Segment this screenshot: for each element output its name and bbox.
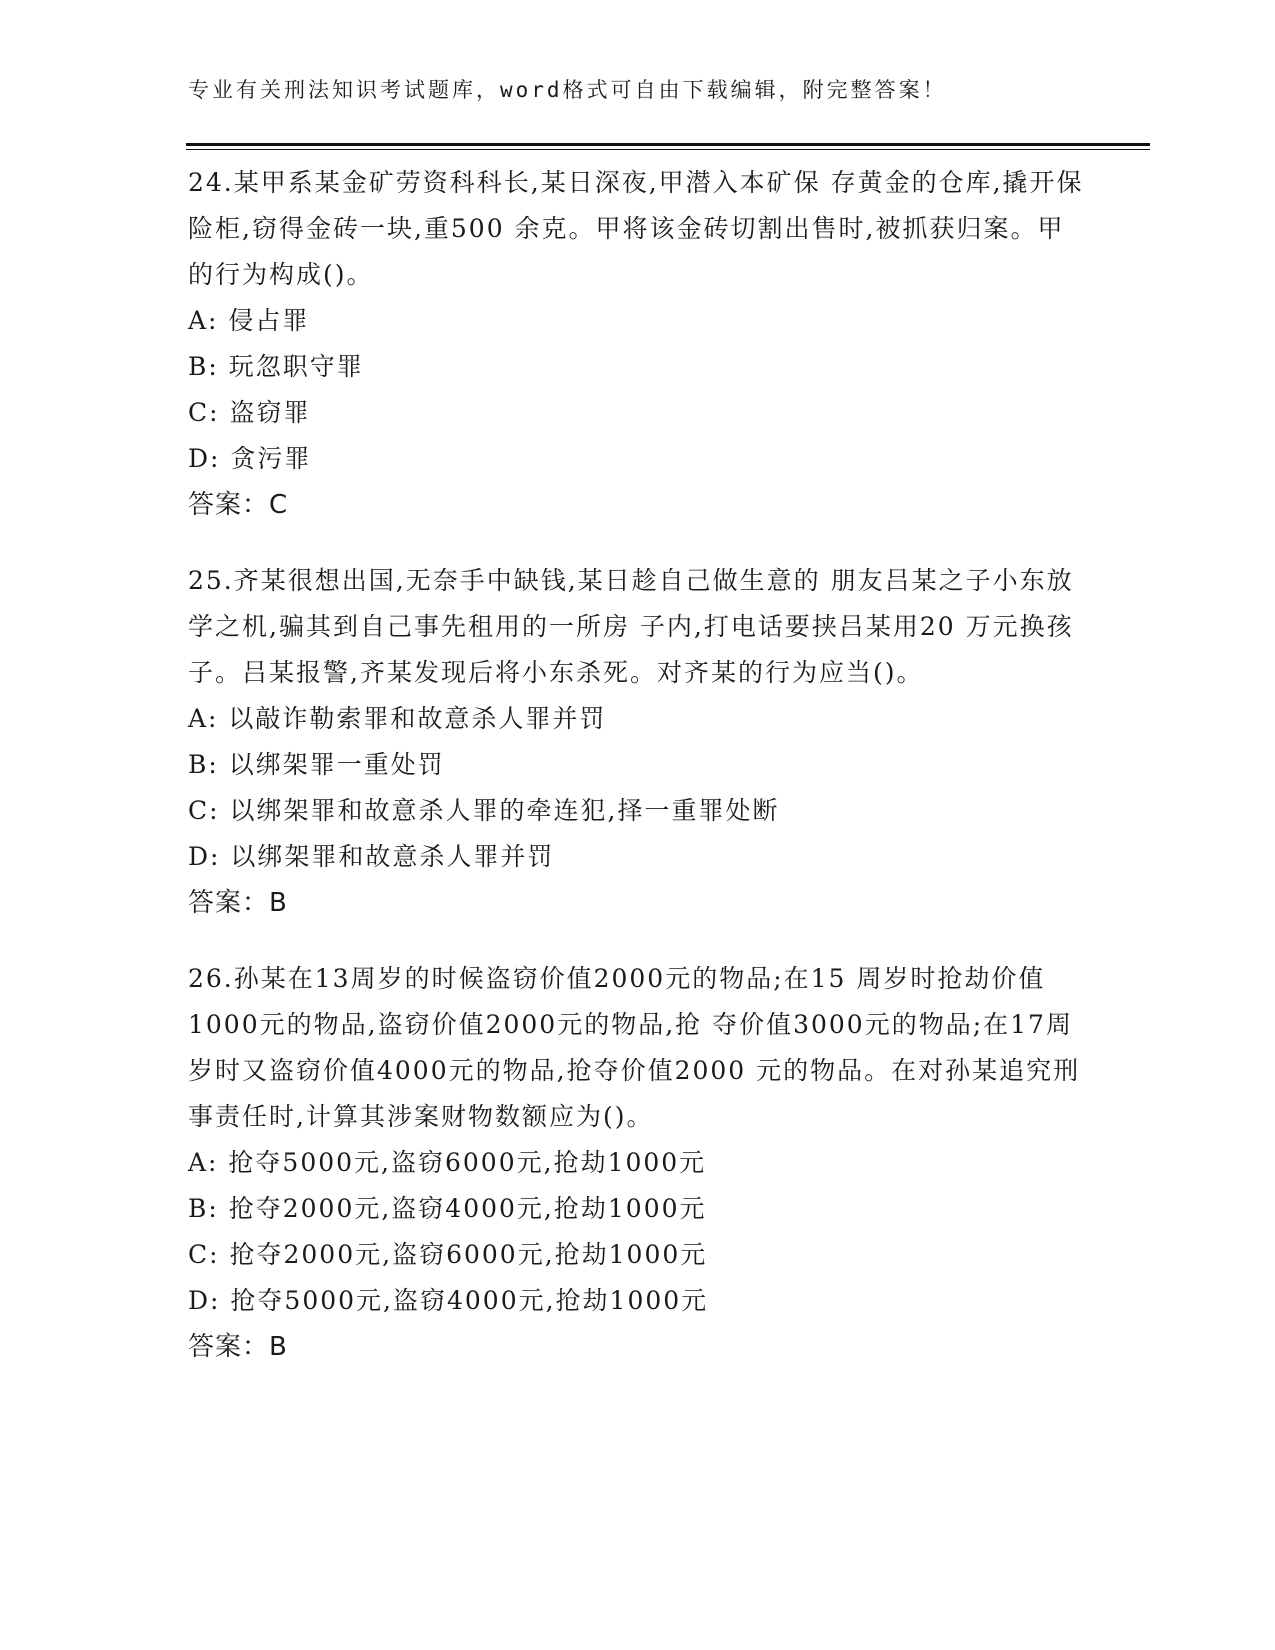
option-d: D: 贪污罪 — [188, 444, 312, 473]
question-24 — [188, 160, 1088, 528]
question-25 — [188, 558, 1088, 926]
option-c: C: 以绑架罪和故意杀人罪的牵连犯,择一重罪处断 — [188, 796, 780, 825]
answer: 答案：B — [188, 888, 288, 918]
header-rule-thin — [186, 149, 1150, 150]
question-list — [188, 160, 1088, 1400]
option-d: D: 以绑架罪和故意杀人罪并罚 — [188, 842, 555, 871]
option-a: A: 以敲诈勒索罪和故意杀人罪并罚 — [188, 704, 607, 733]
option-b: B: 抢夺2000元,盗窃4000元,抢劫1000元 — [188, 1194, 707, 1223]
question-stem: 25.齐某很想出国,无奈手中缺钱,某日趁自己做生意的 朋友吕某之子小东放学之机,骗其到自己事先租用的一所房 子内,打电话要挟吕某用20 万元换孩子。吕某报警,齐某发现后将小东杀死。对齐某的行为应当()。 — [188, 566, 1074, 687]
option-c: C: 抢夺2000元,盗窃6000元,抢劫1000元 — [188, 1240, 708, 1269]
option-a: A: 侵占罪 — [188, 306, 310, 335]
option-a: A: 抢夺5000元,盗窃6000元,抢劫1000元 — [188, 1148, 707, 1177]
document-header: 专业有关刑法知识考试题库，word格式可自由下载编辑，附完整答案！ — [188, 78, 947, 102]
question-stem: 26.孙某在13周岁的时候盗窃价值2000元的物品;在15 周岁时抢劫价值1000元的物品,盗窃价值2000元的物品,抢 夺价值3000元的物品;在17周岁时又盗窃价值4000元的物品,抢夺价值2000 元的物品。在对孙某追究刑事责任时,计算其涉案财物数额应为()。 — [188, 964, 1081, 1131]
answer: 答案：C — [188, 490, 289, 520]
header-rule-thick — [186, 143, 1150, 146]
answer: 答案：B — [188, 1332, 288, 1362]
question-stem: 24.某甲系某金矿劳资科科长,某日深夜,甲潜入本矿保 存黄金的仓库,撬开保险柜,窃得金砖一块,重500 余克。甲将该金砖切割出售时,被抓获归案。甲的行为构成()。 — [188, 168, 1084, 289]
option-b: B: 玩忽职守罪 — [188, 352, 364, 381]
option-d: D: 抢夺5000元,盗窃4000元,抢劫1000元 — [188, 1286, 709, 1315]
option-b: B: 以绑架罪一重处罚 — [188, 750, 445, 779]
option-c: C: 盗窃罪 — [188, 398, 311, 427]
question-26 — [188, 956, 1088, 1370]
